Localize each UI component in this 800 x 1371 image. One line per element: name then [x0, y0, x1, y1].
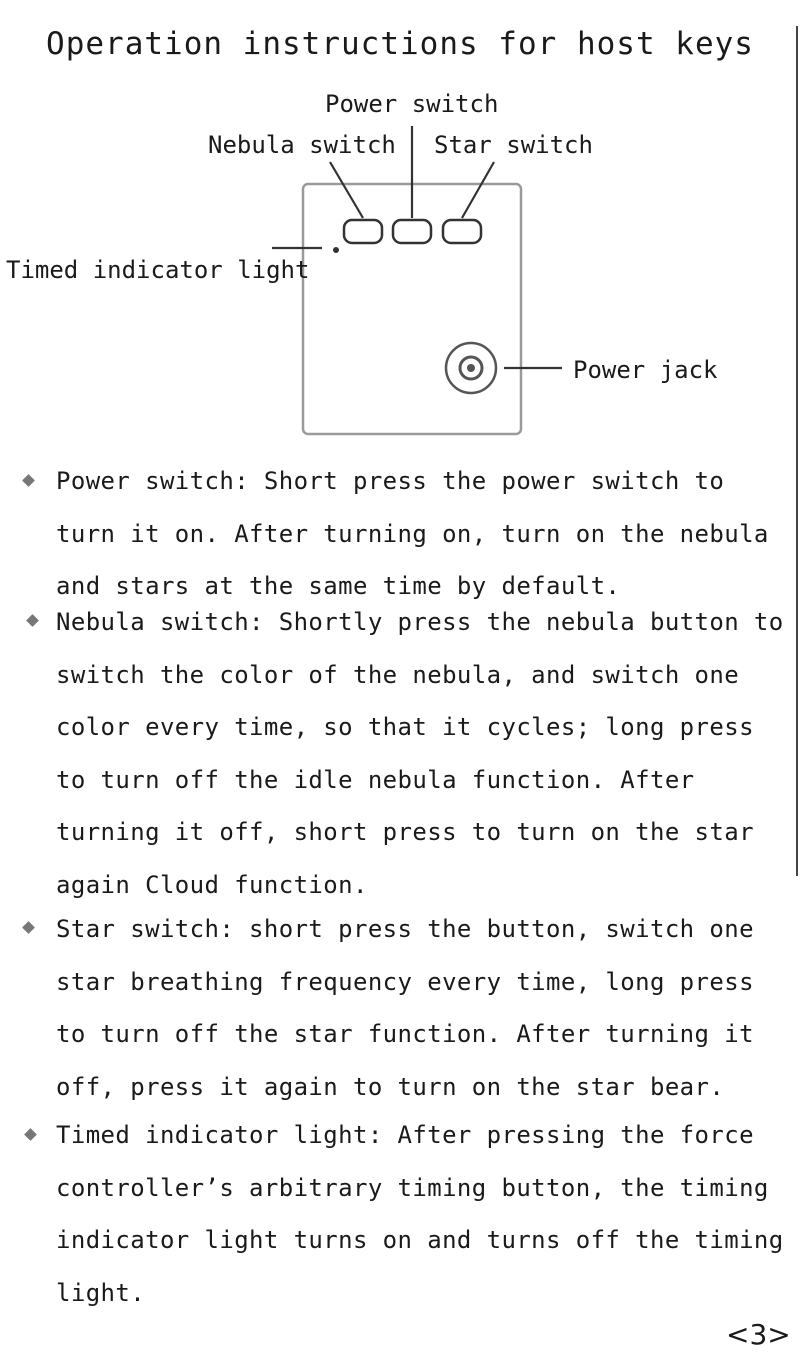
timed-indicator-label: Timed indicator light — [6, 256, 310, 284]
star-switch-key — [443, 220, 481, 243]
page-number: <3> — [726, 1318, 791, 1351]
diamond-bullet-icon — [22, 921, 35, 934]
star-switch-leader — [462, 162, 494, 218]
star-switch-label: Star switch — [434, 131, 593, 159]
bullet-text: Timed indicator light: After pressing the force controller’s arbitrary timing button, the timing indicator light turns on and turns off the timing light. — [56, 1121, 784, 1307]
power-switch-key — [393, 220, 431, 243]
diamond-bullet-icon — [26, 614, 39, 627]
power-switch-label: Power switch — [325, 90, 499, 118]
nebula-switch-key — [344, 220, 382, 243]
diamond-bullet-icon — [24, 1128, 37, 1141]
bullet-text: Nebula switch: Shortly press the nebula button to switch the color of the nebula, and switch one color every time, so that it cycles; long press to turn off the idle nebula function. After turning it off, short press to turn on the star again Cloud function. — [56, 608, 784, 899]
host-keys-diagram — [0, 80, 800, 450]
power-jack-label: Power jack — [573, 356, 718, 384]
timed-indicator-dot — [333, 247, 339, 253]
nebula-switch-label: Nebula switch — [208, 131, 396, 159]
page-title: Operation instructions for host keys — [46, 26, 754, 62]
bullet-text: Power switch: Short press the power switch to turn it on. After turning on, turn on the nebula and stars at the same time by default. — [56, 467, 769, 600]
bullet-text: Star switch: short press the button, switch one star breathing frequency every time, long press to turn off the star function. After turning it off, press it again to turn on the star bear. — [56, 915, 754, 1101]
host-device-body — [303, 184, 521, 434]
nebula-switch-leader — [330, 162, 363, 218]
power-jack-center — [467, 364, 475, 372]
diamond-bullet-icon — [22, 474, 35, 487]
